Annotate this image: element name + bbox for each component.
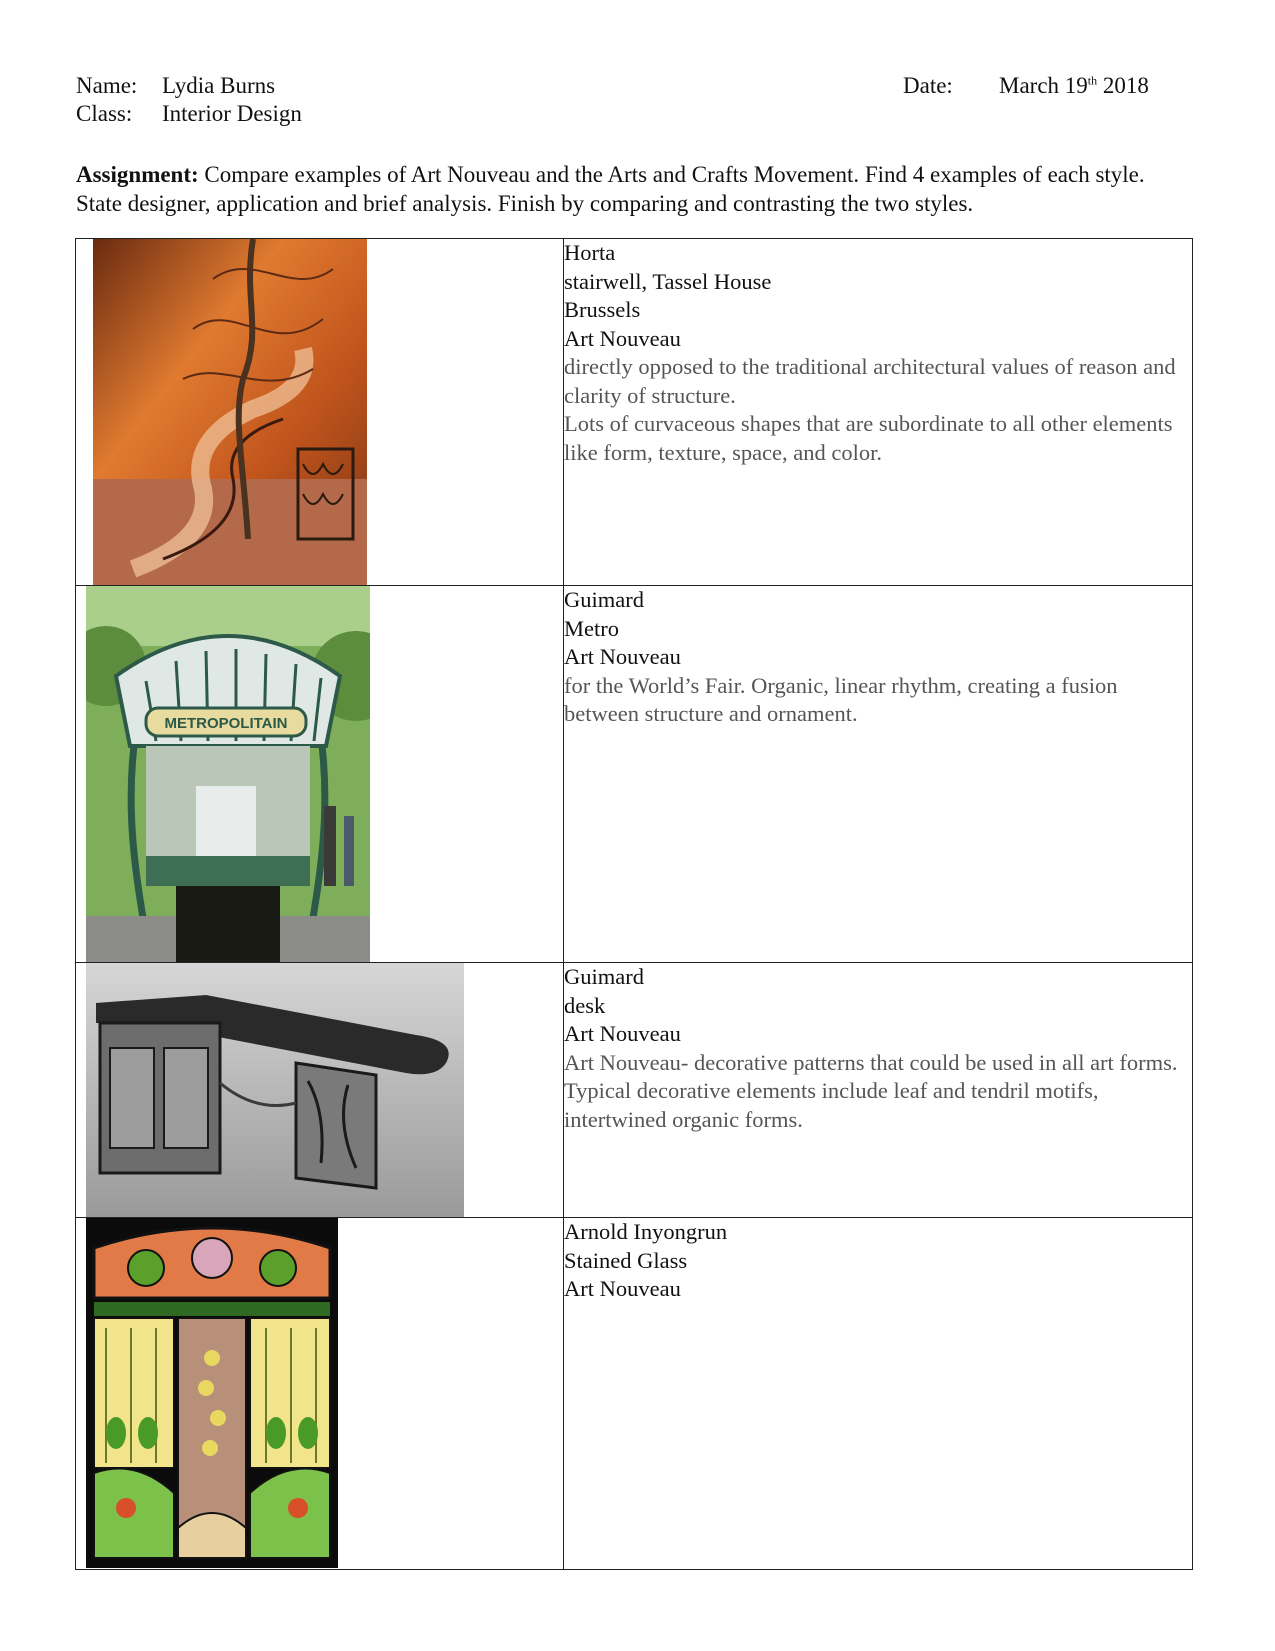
application: stairwell, Tassel House xyxy=(564,268,772,294)
metro-sign-text: METROPOLITAIN xyxy=(164,715,288,732)
date-label: Date: xyxy=(903,73,953,98)
text-cell xyxy=(564,586,1193,963)
application: desk xyxy=(564,992,606,1018)
image-cell xyxy=(76,1218,564,1570)
assignment-text: Compare examples of Art Nouveau and the Arts and Crafts Movement. Find 4 examples of each style. State designer, application and brief analysis. Finish by comparing and contrasting the two styles. xyxy=(76,162,1145,216)
class-value: Interior Design xyxy=(162,101,302,126)
analysis: Lots of curvaceous shapes that are subordinate to all other elements like form, texture, space, and color. xyxy=(564,411,1173,465)
stairwell-photo xyxy=(93,239,367,585)
table-row xyxy=(76,963,1193,1218)
image-cell xyxy=(76,963,564,1218)
style: Art Nouveau xyxy=(564,1021,681,1046)
analysis: directly opposed to the traditional architectural values of reason and clarity of structure. xyxy=(564,354,1176,408)
text-cell xyxy=(564,1218,1193,1570)
date-suffix: th xyxy=(1087,73,1098,88)
date-line xyxy=(903,72,1203,100)
image-cell xyxy=(76,586,564,963)
table-row xyxy=(76,1218,1193,1570)
class-line xyxy=(76,100,436,128)
table-row xyxy=(76,239,1193,586)
assignment-paragraph xyxy=(76,160,1196,218)
date-year: 2018 xyxy=(1102,73,1149,98)
application: Stained Glass xyxy=(564,1247,688,1273)
date-month-day: March 19 xyxy=(999,73,1088,98)
name-label: Name: xyxy=(76,73,138,98)
desk-photo xyxy=(86,963,464,1217)
designer: Guimard xyxy=(564,964,644,989)
application: Metro xyxy=(564,615,619,641)
style: Art Nouveau xyxy=(564,1276,681,1301)
name-line xyxy=(76,72,436,100)
date-value xyxy=(999,72,1149,100)
class-label: Class: xyxy=(76,101,133,126)
designer: Arnold Inyongrun xyxy=(564,1219,728,1244)
metro-entrance-photo xyxy=(86,586,370,962)
designer: Guimard xyxy=(564,587,644,612)
analysis: for the World’s Fair. Organic, linear rhythm, creating a fusion between structure and ornament. xyxy=(564,672,1118,726)
examples-table xyxy=(75,238,1193,1570)
location: Brussels xyxy=(564,297,641,322)
style: Art Nouveau xyxy=(564,325,681,351)
analysis: Art Nouveau- decorative patterns that could be used in all art forms. Typical decorative elements include leaf and tendril motifs, intertwined organic forms. xyxy=(564,1049,1178,1132)
table-row xyxy=(76,586,1193,963)
stained-glass-photo xyxy=(86,1218,338,1568)
image-cell xyxy=(76,239,564,586)
designer: Horta xyxy=(564,240,616,265)
style: Art Nouveau xyxy=(564,644,681,669)
text-cell xyxy=(564,239,1193,586)
assignment-label: Assignment: xyxy=(76,162,199,187)
text-cell xyxy=(564,963,1193,1218)
name-value: Lydia Burns xyxy=(162,73,276,98)
